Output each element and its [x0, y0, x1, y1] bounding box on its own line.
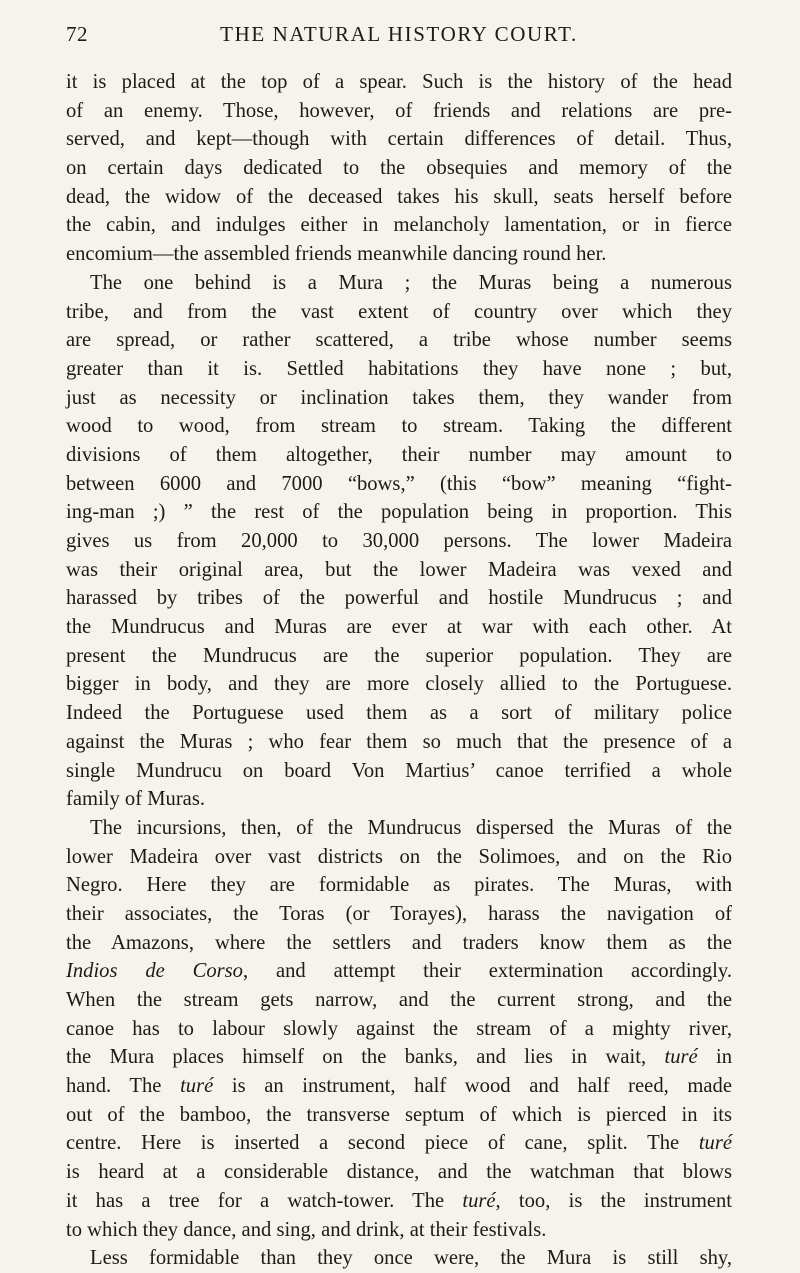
page-header-title: THE NATURAL HISTORY COURT.: [220, 22, 578, 46]
text-line: Less formidable than they once were, the Mura is still shy,: [90, 1247, 732, 1270]
text-line: their associates, the Toras (or Torayes), harass the navigation of: [66, 902, 732, 925]
text-line: to which they dance, and sing, and drink, at their festivals.: [66, 1218, 547, 1241]
text-line: divisions of them altogether, their number may amount to: [66, 443, 732, 466]
text-line: tribe, and from the vast extent of country over which they: [66, 300, 732, 323]
text-line: Indeed the Portuguese used them as a sort of military police: [66, 702, 732, 725]
text-line: are spread, or rather scattered, a tribe whose number seems: [66, 329, 732, 352]
text-line: against the Muras ; who fear them so much that the presence of a: [66, 730, 732, 753]
text-line: When the stream gets narrow, and the current strong, and the: [66, 989, 732, 1011]
text-line: on certain days dedicated to the obsequies and memory of the: [66, 157, 732, 180]
text-line: hand. The turé is an instrument, half wood and half reed, made: [66, 1075, 732, 1098]
text-line: single Mundrucu on board Von Martius’ canoe terrified a whole: [66, 759, 732, 782]
text-line: The incursions, then, of the Mundrucus dispersed the Muras of the: [90, 816, 732, 839]
text-line: Indios de Corso, and attempt their extermination accordingly.: [66, 960, 733, 983]
text-line: the Amazons, where the settlers and traders know them as the: [66, 931, 732, 954]
text-line: gives us from 20,000 to 30,000 persons. The lower Madeira: [66, 530, 732, 552]
text-line: the Mundrucus and Muras are ever at war with each other. At: [66, 616, 732, 639]
text-line: lower Madeira over vast districts on the Solimoes, and on the Rio: [66, 845, 732, 868]
text-line: encomium—the assembled friends meanwhile dancing round her.: [66, 243, 607, 266]
text-line: The one behind is a Mura ; the Muras being a numerous: [90, 271, 732, 294]
text-line: out of the bamboo, the transverse septum of which is pierced in its: [66, 1103, 732, 1126]
text-line: present the Mundrucus are the superior population. They are: [66, 644, 732, 667]
text-line: it has a tree for a watch-tower. The turé, too, is the instrument: [66, 1189, 733, 1212]
text-line: between 6000 and 7000 “bows,” (this “bow” meaning “fight-: [66, 472, 732, 495]
text-line: is heard at a considerable distance, and the watchman that blows: [66, 1161, 732, 1184]
text-line: family of Muras.: [66, 788, 205, 811]
text-line: wood to wood, from stream to stream. Taking the different: [66, 415, 732, 438]
text-line: bigger in body, and they are more closely allied to the Portuguese.: [66, 673, 732, 696]
text-line: it is placed at the top of a spear. Such is the history of the head: [66, 71, 732, 93]
text-line: the Mura places himself on the banks, and lies in wait, turé in: [66, 1046, 732, 1069]
page-number: 72: [66, 22, 88, 46]
text-line: harassed by tribes of the powerful and hostile Mundrucus ; and: [66, 587, 732, 610]
running-head: [66, 22, 732, 50]
text-line: greater than it is. Settled habitations they have none ; but,: [66, 357, 732, 380]
text-line: ing-man ;) ” the rest of the population being in proportion. This: [66, 501, 732, 524]
body-text: [66, 68, 732, 1273]
text-line: Negro. Here they are formidable as pirates. The Muras, with: [66, 874, 732, 897]
text-line: dead, the widow of the deceased takes his skull, seats herself before: [66, 185, 732, 208]
text-line: the cabin, and indulges either in melancholy lamentation, or in fierce: [66, 214, 732, 237]
text-line: just as necessity or inclination takes them, they wander from: [66, 386, 732, 409]
text-line: was their original area, but the lower Madeira was vexed and: [66, 558, 732, 581]
text-line: of an enemy. Those, however, of friends and relations are pre-: [66, 99, 732, 122]
text-line: canoe has to labour slowly against the stream of a mighty river,: [66, 1017, 732, 1040]
text-line: served, and kept—though with certain differences of detail. Thus,: [66, 128, 732, 151]
text-line: centre. Here is inserted a second piece of cane, split. The turé: [66, 1132, 732, 1155]
